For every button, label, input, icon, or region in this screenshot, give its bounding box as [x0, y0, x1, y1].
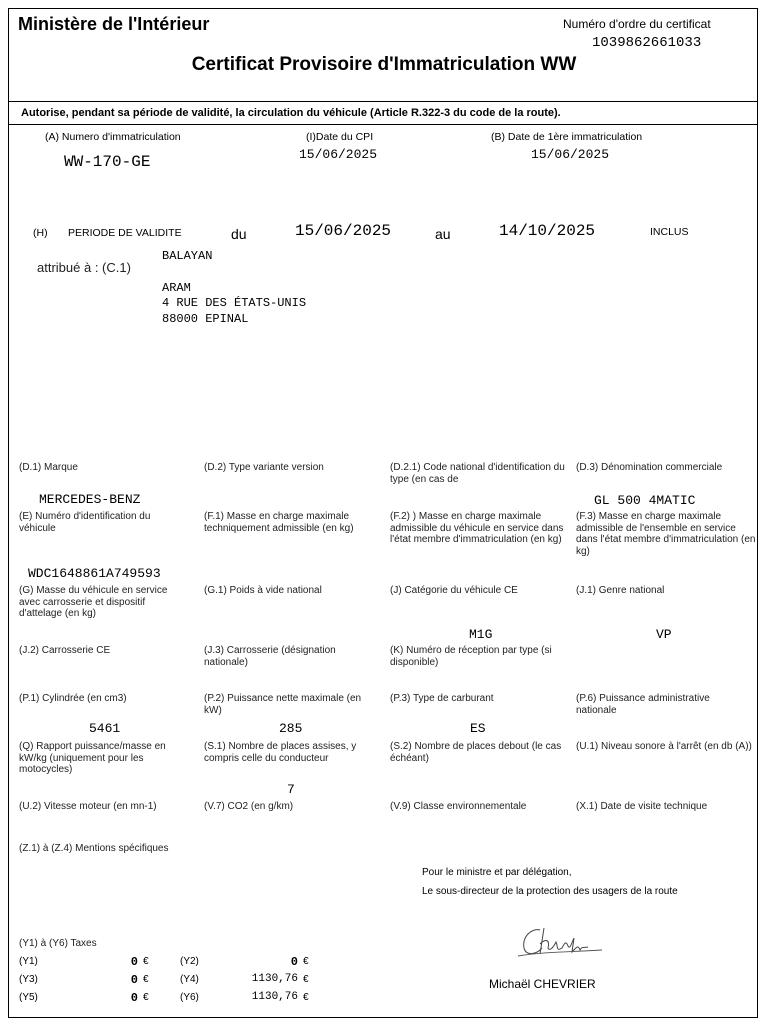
- tax-y2-label: (Y2): [180, 956, 199, 967]
- field-z-label: (Z.1) à (Z.4) Mentions spécifiques: [19, 843, 169, 854]
- validity-to-word: au: [435, 226, 451, 242]
- field-j2-label: (J.2) Carrosserie CE: [19, 645, 111, 656]
- field-j3-label: (J.3) Carrosserie (désignation nationale): [204, 645, 336, 668]
- field-d1-value: MERCEDES-BENZ: [39, 492, 141, 507]
- tax-y3-value: 0: [130, 973, 138, 987]
- validity-h-label: (H): [33, 227, 48, 239]
- tax-y1-label: (Y1): [19, 956, 38, 967]
- header-divider-top: [9, 101, 757, 102]
- ministry-title: Ministère de l'Intérieur: [18, 14, 210, 34]
- field-j-label: (J) Catégorie du véhicule CE: [390, 585, 518, 596]
- registration-number: WW-170-GE: [64, 153, 151, 171]
- holder-address-line1: 4 RUE DES ÉTATS-UNIS: [162, 296, 307, 310]
- validity-inclusive: INCLUS: [650, 226, 689, 238]
- handwritten-signature: [510, 922, 610, 964]
- cpi-date-label: (I)Date du CPI: [306, 131, 374, 143]
- field-g1-label: (G.1) Poids à vide national: [204, 585, 322, 596]
- first-registration-date: 15/06/2025: [531, 147, 610, 162]
- header-divider-bottom: [9, 124, 757, 125]
- tax-y4-label: (Y4): [180, 974, 199, 985]
- authorization-text: Autorise, pendant sa période de validité, la circulation du véhicule (Article R.322-3 du code de la route).: [21, 107, 561, 119]
- tax-y5-value: 0: [130, 991, 138, 1005]
- field-p1-value: 5461: [89, 721, 121, 736]
- validity-period-label: PERIODE DE VALIDITE: [68, 227, 182, 239]
- field-s2-label: (S.2) Nombre de places debout (le cas échéant): [390, 741, 562, 764]
- field-p2-value: 285: [279, 721, 303, 736]
- field-s1-label: (S.1) Nombre de places assises, y compris celle du conducteur: [204, 741, 357, 764]
- field-u2-label: (U.2) Vitesse moteur (en mn-1): [19, 801, 157, 812]
- field-p3-label: (P.3) Type de carburant: [390, 693, 494, 704]
- tax-y6-label: (Y6): [180, 992, 199, 1003]
- field-x1-label: (X.1) Date de visite technique: [576, 801, 708, 812]
- field-f3-label: (F.3) Masse en charge maximale admissible de l'ensemble en service dans l'état membre d'immatriculation (en kg): [576, 511, 756, 557]
- holder-first-name: ARAM: [162, 281, 191, 295]
- tax-y6-unit: €: [303, 992, 309, 1003]
- field-q-label: (Q) Rapport puissance/masse en kW/kg (uniquement pour les motocycles): [19, 741, 166, 775]
- validity-to-date: 14/10/2025: [499, 222, 596, 240]
- taxes-label: (Y1) à (Y6) Taxes: [19, 938, 97, 949]
- cert-number: 1039862661033: [592, 35, 702, 51]
- tax-y2-unit: €: [303, 956, 309, 967]
- tax-y5-label: (Y5): [19, 992, 38, 1003]
- signature-delegation: Pour le ministre et par délégation,: [422, 867, 572, 878]
- field-d3-value: GL 500 4MATIC: [594, 493, 696, 508]
- field-j1-label: (J.1) Genre national: [576, 585, 665, 596]
- tax-y6-value: 1130,76: [251, 991, 298, 1003]
- tax-y4-value: 1130,76: [251, 973, 298, 985]
- field-d2-label: (D.2) Type variante version: [204, 462, 324, 473]
- field-d1-label: (D.1) Marque: [19, 462, 78, 473]
- field-d3-label: (D.3) Dénomination commerciale: [576, 462, 723, 473]
- signature-title: Le sous-directeur de la protection des usagers de la route: [422, 886, 678, 897]
- document-title: Certificat Provisoire d'Immatriculation WW: [191, 54, 577, 75]
- field-f1-label: (F.1) Masse en charge maximale techniquement admissible (en kg): [204, 511, 354, 534]
- field-e-value: WDC1648861A749593: [28, 566, 161, 581]
- field-u1-label: (U.1) Niveau sonore à l'arrêt (en db (A)): [576, 741, 752, 752]
- tax-y3-unit: €: [143, 974, 149, 985]
- holder-label: attribué à : (C.1): [37, 260, 131, 275]
- registration-number-label: (A) Numero d'immatriculation: [45, 131, 181, 143]
- signatory-name: Michaël CHEVRIER: [489, 977, 596, 991]
- first-registration-label: (B) Date de 1ère immatriculation: [491, 131, 643, 143]
- field-f2-label: (F.2) ) Masse en charge maximale admissible du véhicule en service dans l'état membre d'immatriculation (en kg): [390, 511, 564, 545]
- field-v7-label: (V.7) CO2 (en g/km): [204, 801, 294, 812]
- holder-surname: BALAYAN: [162, 249, 213, 263]
- tax-y3-label: (Y3): [19, 974, 38, 985]
- tax-y2-value: 0: [290, 955, 298, 969]
- tax-y1-value: 0: [130, 955, 138, 969]
- field-s1-value: 7: [287, 782, 295, 797]
- field-j-value: M1G: [469, 627, 493, 642]
- field-d21-label: (D.2.1) Code national d'identification du type (en cas de: [390, 462, 565, 485]
- field-g-label: (G) Masse du véhicule en service avec carrosserie et dispositif d'attelage (en kg): [19, 585, 168, 619]
- holder-address-line2: 88000 EPINAL: [162, 312, 249, 326]
- field-k-label: (K) Numéro de réception par type (si disponible): [390, 645, 552, 668]
- tax-y1-unit: €: [143, 956, 149, 967]
- cert-number-label: Numéro d'ordre du certificat: [563, 17, 711, 31]
- field-p2-label: (P.2) Puissance nette maximale (en kW): [204, 693, 362, 716]
- validity-from-date: 15/06/2025: [295, 222, 392, 240]
- tax-y5-unit: €: [143, 992, 149, 1003]
- field-j1-value: VP: [656, 627, 672, 642]
- field-p6-label: (P.6) Puissance administrative nationale: [576, 693, 710, 716]
- field-p3-value: ES: [470, 721, 486, 736]
- field-v9-label: (V.9) Classe environnementale: [390, 801, 527, 812]
- tax-y4-unit: €: [303, 974, 309, 985]
- field-e-label: (E) Numéro d'identification du véhicule: [19, 511, 151, 534]
- cpi-date: 15/06/2025: [299, 147, 378, 162]
- field-p1-label: (P.1) Cylindrée (en cm3): [19, 693, 127, 704]
- validity-from-word: du: [231, 226, 247, 242]
